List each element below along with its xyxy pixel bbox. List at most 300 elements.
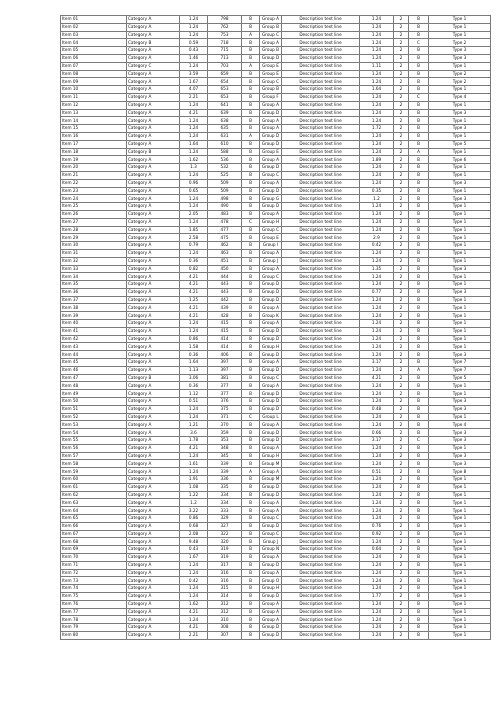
- table-cell: 0.79: [180, 242, 208, 250]
- table-cell: B: [409, 16, 429, 24]
- table-cell: 1.24: [360, 164, 394, 172]
- table-cell: 1.24: [360, 608, 394, 616]
- table-cell: 4.21: [180, 624, 208, 632]
- table-cell: Item 52: [61, 413, 127, 421]
- table-cell: Description text line: [282, 312, 360, 320]
- table-cell: Category A: [127, 515, 180, 523]
- table-cell: 2: [394, 125, 409, 133]
- table-cell: Description text line: [282, 218, 360, 226]
- table-cell: Description text line: [282, 522, 360, 530]
- table-cell: Description text line: [282, 616, 360, 624]
- table-cell: B: [242, 359, 260, 367]
- table-row: [61, 304, 491, 312]
- table-cell: B: [409, 405, 429, 413]
- table-cell: Group A: [260, 382, 282, 390]
- table-cell: B: [242, 304, 260, 312]
- table-cell: B: [409, 429, 429, 437]
- table-cell: Item 35: [61, 281, 127, 289]
- table-cell: Item 69: [61, 546, 127, 554]
- table-cell: 2: [394, 585, 409, 593]
- table-cell: Item 53: [61, 421, 127, 429]
- table-cell: Item 16: [61, 132, 127, 140]
- table-cell: Description text line: [282, 476, 360, 484]
- table-cell: B: [409, 546, 429, 554]
- table-cell: 2: [394, 210, 409, 218]
- table-cell: 2.05: [180, 210, 208, 218]
- table-cell: 532: [208, 164, 242, 172]
- table-cell: Category A: [127, 585, 180, 593]
- table-cell: 1.24: [360, 616, 394, 624]
- table-cell: 308: [208, 624, 242, 632]
- table-cell: Group D: [260, 351, 282, 359]
- table-cell: B: [409, 304, 429, 312]
- table-cell: Item 23: [61, 187, 127, 195]
- table-cell: B: [242, 444, 260, 452]
- table-cell: 3.17: [360, 437, 394, 445]
- table-cell: Group C: [260, 31, 282, 39]
- table-cell: 1.21: [180, 421, 208, 429]
- table-cell: 0.35: [360, 187, 394, 195]
- table-cell: Group C: [260, 78, 282, 86]
- table-cell: B: [409, 608, 429, 616]
- table-cell: 1.24: [180, 569, 208, 577]
- table-cell: B: [242, 39, 260, 47]
- table-cell: C: [242, 413, 260, 421]
- table-row: [61, 553, 491, 561]
- table-cell: 1.24: [360, 31, 394, 39]
- table-row: [61, 273, 491, 281]
- table-cell: B: [242, 195, 260, 203]
- table-cell: Description text line: [282, 93, 360, 101]
- table-cell: 0.92: [360, 530, 394, 538]
- table-cell: Group D: [260, 491, 282, 499]
- table-cell: Description text line: [282, 234, 360, 242]
- table-cell: 1.64: [360, 86, 394, 94]
- table-cell: 4.21: [180, 288, 208, 296]
- table-row: [61, 16, 491, 24]
- table-cell: Category A: [127, 460, 180, 468]
- table-cell: 1.24: [360, 327, 394, 335]
- table-row: [61, 125, 491, 133]
- table-cell: 483: [208, 210, 242, 218]
- table-cell: Description text line: [282, 39, 360, 47]
- table-cell: 1.24: [180, 585, 208, 593]
- table-cell: Item 25: [61, 203, 127, 211]
- table-cell: B: [242, 70, 260, 78]
- table-cell: Group A: [260, 210, 282, 218]
- table-cell: 635: [208, 125, 242, 133]
- table-cell: Type 1: [429, 600, 491, 608]
- table-cell: Type 1: [429, 444, 491, 452]
- table-cell: Item 09: [61, 78, 127, 86]
- table-cell: B: [242, 366, 260, 374]
- table-cell: 1.77: [360, 592, 394, 600]
- table-cell: Item 67: [61, 530, 127, 538]
- table-cell: Category A: [127, 288, 180, 296]
- table-cell: Group A: [260, 600, 282, 608]
- table-cell: Group M: [260, 460, 282, 468]
- table-cell: B: [409, 257, 429, 265]
- table-cell: B: [409, 132, 429, 140]
- table-cell: Description text line: [282, 592, 360, 600]
- table-cell: Group M: [260, 476, 282, 484]
- table-cell: Category A: [127, 491, 180, 499]
- table-cell: 1.24: [180, 405, 208, 413]
- table-cell: 2: [394, 62, 409, 70]
- table-cell: 339: [208, 468, 242, 476]
- table-cell: Description text line: [282, 179, 360, 187]
- table-row: [61, 265, 491, 273]
- table-cell: 2: [394, 218, 409, 226]
- table-cell: 2: [394, 366, 409, 374]
- table-cell: Group K: [260, 312, 282, 320]
- table-cell: 475: [208, 234, 242, 242]
- table-cell: Category A: [127, 398, 180, 406]
- table-row: [61, 117, 491, 125]
- table-cell: 1.24: [360, 226, 394, 234]
- table-cell: Description text line: [282, 413, 360, 421]
- table-cell: 2: [394, 93, 409, 101]
- table-cell: B: [242, 23, 260, 31]
- table-cell: Description text line: [282, 569, 360, 577]
- table-cell: 327: [208, 522, 242, 530]
- table-cell: 1.24: [360, 335, 394, 343]
- table-cell: B: [409, 335, 429, 343]
- table-cell: B: [242, 405, 260, 413]
- table-cell: Type 3: [429, 125, 491, 133]
- table-row: [61, 608, 491, 616]
- table-cell: 1.2: [180, 499, 208, 507]
- table-cell: Item 18: [61, 148, 127, 156]
- table-cell: Item 48: [61, 382, 127, 390]
- table-cell: Item 40: [61, 320, 127, 328]
- table-cell: 2: [394, 530, 409, 538]
- table-row: [61, 382, 491, 390]
- table-row: [61, 47, 491, 55]
- table-cell: 1.91: [180, 476, 208, 484]
- table-cell: Group D: [260, 631, 282, 639]
- table-row: [61, 288, 491, 296]
- table-cell: Description text line: [282, 140, 360, 148]
- table-cell: Description text line: [282, 452, 360, 460]
- table-row: [61, 390, 491, 398]
- table-cell: Type 1: [429, 218, 491, 226]
- table-cell: Group H: [260, 585, 282, 593]
- table-cell: Type 1: [429, 187, 491, 195]
- table-cell: B: [242, 608, 260, 616]
- table-row: [61, 398, 491, 406]
- table-cell: B: [242, 398, 260, 406]
- table-cell: Type 1: [429, 312, 491, 320]
- table-cell: Description text line: [282, 117, 360, 125]
- table-cell: 336: [208, 476, 242, 484]
- table-cell: Group B: [260, 47, 282, 55]
- table-row: [61, 78, 491, 86]
- table-cell: B: [409, 187, 429, 195]
- table-cell: 1.67: [180, 553, 208, 561]
- table-cell: 317: [208, 561, 242, 569]
- table-cell: 3.17: [360, 359, 394, 367]
- table-row: [61, 93, 491, 101]
- table-cell: 2: [394, 265, 409, 273]
- table-cell: B: [409, 78, 429, 86]
- table-cell: B: [242, 210, 260, 218]
- table-cell: Item 01: [61, 16, 127, 24]
- table-cell: Type 1: [429, 483, 491, 491]
- table-cell: Group N: [260, 546, 282, 554]
- table-cell: Item 31: [61, 249, 127, 257]
- table-cell: Description text line: [282, 343, 360, 351]
- table-cell: Item 46: [61, 366, 127, 374]
- table-cell: Description text line: [282, 242, 360, 250]
- table-cell: 1.3: [180, 164, 208, 172]
- table-cell: B: [409, 374, 429, 382]
- table-cell: 1.24: [360, 47, 394, 55]
- table-cell: Group A: [260, 125, 282, 133]
- table-cell: 2: [394, 226, 409, 234]
- table-row: [61, 31, 491, 39]
- table-cell: 1.24: [360, 281, 394, 289]
- table-cell: 1.24: [360, 460, 394, 468]
- table-cell: Item 50: [61, 398, 127, 406]
- table-cell: B: [242, 86, 260, 94]
- table-cell: Item 57: [61, 452, 127, 460]
- table-cell: Description text line: [282, 281, 360, 289]
- table-cell: 443: [208, 281, 242, 289]
- table-row: [61, 366, 491, 374]
- table-row: [61, 296, 491, 304]
- table-cell: 381: [208, 374, 242, 382]
- table-cell: Item 54: [61, 429, 127, 437]
- table-cell: Category A: [127, 343, 180, 351]
- table-cell: 444: [208, 273, 242, 281]
- table-cell: Category A: [127, 78, 180, 86]
- table-cell: Category A: [127, 54, 180, 62]
- table-cell: C: [409, 39, 429, 47]
- table-row: [61, 452, 491, 460]
- table-cell: Group D: [260, 164, 282, 172]
- table-row: [61, 413, 491, 421]
- table-cell: Group A: [260, 39, 282, 47]
- table-cell: Item 79: [61, 624, 127, 632]
- table-cell: Category A: [127, 600, 180, 608]
- table-row: [61, 320, 491, 328]
- table-cell: Type 1: [429, 164, 491, 172]
- table-cell: 1.24: [360, 257, 394, 265]
- table-cell: Group A: [260, 304, 282, 312]
- table-cell: Description text line: [282, 78, 360, 86]
- table-cell: 1.11: [360, 62, 394, 70]
- table-cell: 4.21: [180, 304, 208, 312]
- table-cell: 1.24: [360, 210, 394, 218]
- table-cell: Category A: [127, 530, 180, 538]
- table-row: [61, 343, 491, 351]
- table-cell: Type 3: [429, 405, 491, 413]
- table-cell: 1.24: [360, 179, 394, 187]
- table-cell: B: [409, 343, 429, 351]
- table-cell: 2: [394, 390, 409, 398]
- table-cell: 1.61: [180, 460, 208, 468]
- table-cell: Type 1: [429, 23, 491, 31]
- table-cell: 2: [394, 405, 409, 413]
- table-cell: Item 38: [61, 304, 127, 312]
- table-cell: Description text line: [282, 444, 360, 452]
- table-row: [61, 132, 491, 140]
- table-cell: A: [242, 31, 260, 39]
- table-cell: Type 1: [429, 203, 491, 211]
- table-row: [61, 616, 491, 624]
- table-cell: Category A: [127, 569, 180, 577]
- table-cell: B: [409, 164, 429, 172]
- table-cell: B: [409, 125, 429, 133]
- table-cell: Category A: [127, 366, 180, 374]
- table-cell: Item 30: [61, 242, 127, 250]
- table-cell: Item 11: [61, 93, 127, 101]
- table-cell: A: [242, 468, 260, 476]
- table-cell: 1.35: [360, 265, 394, 273]
- table-cell: Category A: [127, 616, 180, 624]
- table-cell: B: [242, 257, 260, 265]
- table-cell: 3.59: [180, 70, 208, 78]
- table-cell: 713: [208, 54, 242, 62]
- table-cell: Description text line: [282, 273, 360, 281]
- table-cell: 1.24: [360, 249, 394, 257]
- table-cell: Type 5: [429, 374, 491, 382]
- table-cell: Group D: [260, 561, 282, 569]
- table-cell: 371: [208, 413, 242, 421]
- table-cell: Item 77: [61, 608, 127, 616]
- table-cell: B: [409, 491, 429, 499]
- table-cell: Type 2: [429, 78, 491, 86]
- table-cell: B: [409, 156, 429, 164]
- table-cell: Description text line: [282, 304, 360, 312]
- table-cell: 659: [208, 70, 242, 78]
- table-row: [61, 405, 491, 413]
- table-cell: Type 3: [429, 54, 491, 62]
- table-cell: Type 1: [429, 476, 491, 484]
- table-row: [61, 335, 491, 343]
- table-cell: 1.24: [360, 78, 394, 86]
- table-cell: Category A: [127, 483, 180, 491]
- table-cell: Group O: [260, 577, 282, 585]
- table-cell: B: [242, 117, 260, 125]
- table-cell: 4.21: [180, 273, 208, 281]
- table-cell: 2: [394, 437, 409, 445]
- table-cell: Group A: [260, 16, 282, 24]
- table-cell: Item 47: [61, 374, 127, 382]
- table-row: [61, 600, 491, 608]
- table-cell: 1.58: [180, 343, 208, 351]
- table-cell: Description text line: [282, 210, 360, 218]
- table-row: [61, 249, 491, 257]
- table-cell: B: [409, 31, 429, 39]
- table-cell: 0.51: [180, 398, 208, 406]
- table-cell: 1.24: [180, 23, 208, 31]
- table-row: [61, 226, 491, 234]
- table-cell: 2: [394, 483, 409, 491]
- table-cell: Description text line: [282, 546, 360, 554]
- table-cell: B: [242, 187, 260, 195]
- table-cell: Item 04: [61, 39, 127, 47]
- table-cell: 525: [208, 171, 242, 179]
- table-cell: Group D: [260, 366, 282, 374]
- table-row: [61, 522, 491, 530]
- table-cell: Item 28: [61, 226, 127, 234]
- table-cell: 0.43: [180, 546, 208, 554]
- table-cell: Category A: [127, 429, 180, 437]
- table-row: [61, 195, 491, 203]
- table-cell: 1.24: [360, 101, 394, 109]
- table-cell: Category A: [127, 86, 180, 94]
- table-cell: Category A: [127, 351, 180, 359]
- table-cell: 490: [208, 203, 242, 211]
- table-cell: 2: [394, 351, 409, 359]
- table-cell: Group E: [260, 148, 282, 156]
- table-cell: Group H: [260, 343, 282, 351]
- table-cell: Type 1: [429, 148, 491, 156]
- table-cell: Description text line: [282, 507, 360, 515]
- table-cell: Description text line: [282, 335, 360, 343]
- table-cell: Category A: [127, 553, 180, 561]
- table-cell: 2: [394, 86, 409, 94]
- table-cell: Group D: [260, 390, 282, 398]
- table-cell: 1.24: [360, 93, 394, 101]
- table-cell: B: [242, 249, 260, 257]
- table-cell: Type 2: [429, 39, 491, 47]
- table-cell: B: [409, 398, 429, 406]
- table-cell: Group B: [260, 86, 282, 94]
- table-cell: Group A: [260, 421, 282, 429]
- table-cell: 2: [394, 327, 409, 335]
- table-row: [61, 179, 491, 187]
- table-cell: 2: [394, 148, 409, 156]
- table-cell: 428: [208, 312, 242, 320]
- table-cell: B: [409, 569, 429, 577]
- table-cell: Description text line: [282, 109, 360, 117]
- table-cell: 715: [208, 47, 242, 55]
- table-row: [61, 148, 491, 156]
- table-cell: 1.25: [180, 296, 208, 304]
- table-cell: Category A: [127, 421, 180, 429]
- table-cell: Category A: [127, 210, 180, 218]
- table-cell: Description text line: [282, 70, 360, 78]
- table-cell: 1.24: [360, 296, 394, 304]
- table-cell: B: [409, 351, 429, 359]
- table-row: [61, 164, 491, 172]
- table-cell: 1.24: [180, 31, 208, 39]
- table-cell: Item 17: [61, 140, 127, 148]
- table-row: [61, 281, 491, 289]
- table-cell: Type 1: [429, 499, 491, 507]
- table-cell: B: [409, 234, 429, 242]
- table-cell: Category A: [127, 47, 180, 55]
- table-cell: 1.24: [360, 444, 394, 452]
- table-cell: B: [409, 382, 429, 390]
- table-cell: Description text line: [282, 226, 360, 234]
- table-cell: Group C: [260, 530, 282, 538]
- table-row: [61, 631, 491, 639]
- table-cell: B: [242, 101, 260, 109]
- table-cell: Item 15: [61, 125, 127, 133]
- table-cell: B: [242, 577, 260, 585]
- table-cell: 2: [394, 47, 409, 55]
- table-cell: 1.24: [180, 171, 208, 179]
- table-cell: Description text line: [282, 553, 360, 561]
- table-cell: B: [409, 507, 429, 515]
- table-cell: Category A: [127, 538, 180, 546]
- table-cell: 1.24: [360, 507, 394, 515]
- table-cell: 1.62: [180, 600, 208, 608]
